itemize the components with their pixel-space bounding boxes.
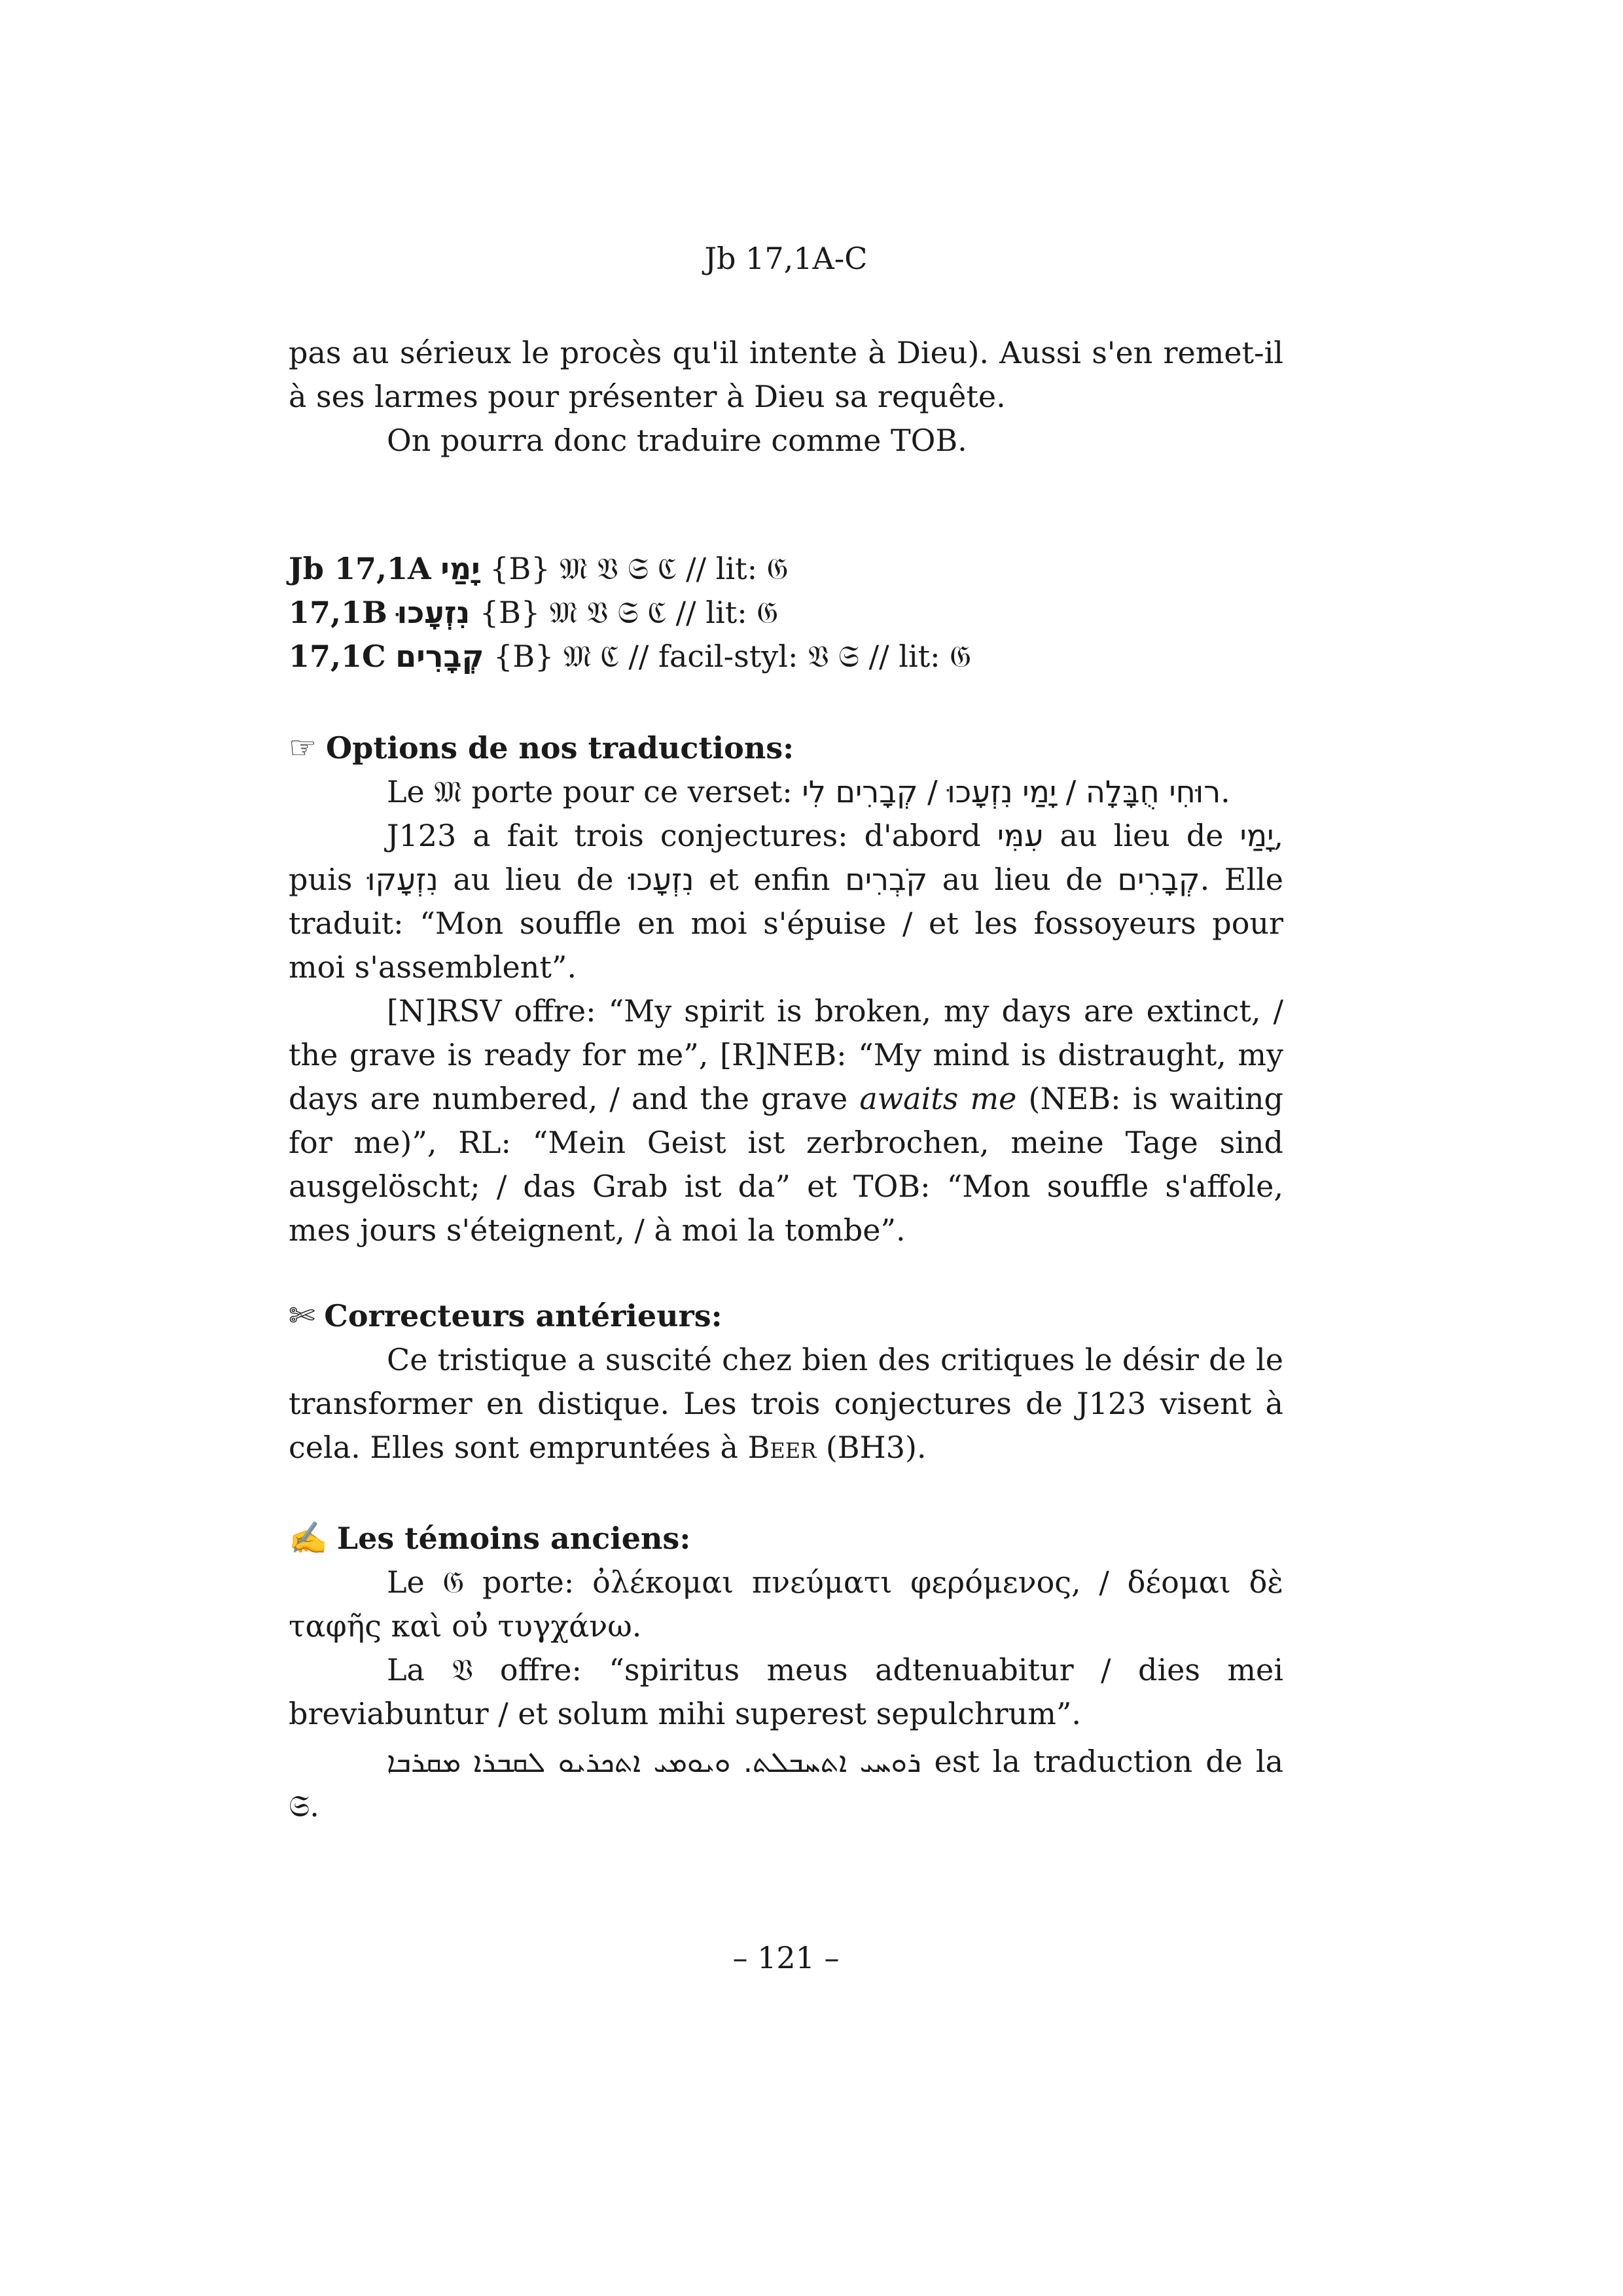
- sigla-section: [289, 547, 1283, 679]
- siglum-line-1c: [289, 635, 1283, 679]
- verse-ref: Jb 17,1A: [289, 551, 431, 586]
- intro-paragraph: pas au sérieux le procès qu'il intente à Dieu). Aussi s'en remet-il à ses larmes pour présenter à Dieu sa requête.: [289, 335, 1283, 414]
- section-title: Options de nos traductions:: [326, 730, 794, 766]
- siglum-witnesses: {B} 𝔐 𝔙 𝔖 ℭ // lit: 𝔊: [470, 595, 779, 630]
- options-paragraph-j123: J123 a fait trois conjectures: d'abord עִמִּי au lieu de יָמַי, puis נִזְעָקוּ au lieu de נִזְעָכוּ et enfin קֹבְרִים au lieu de קְבָרִים. Elle traduit: “Mon souffle en moi s'épuise / et les fossoyeurs pour moi s'assemblent”.: [289, 818, 1283, 985]
- siglum-witnesses: {B} 𝔐 ℭ // facil-styl: 𝔙 𝔖 // lit: 𝔊: [484, 639, 971, 674]
- intro-section: [289, 331, 1283, 463]
- temoins-section: [289, 1517, 1283, 1828]
- correcteurs-paragraph: Ce tristique a suscité chez bien des critiques le désir de le transformer en distique. Les trois conjectures de J123 visent à cela. Elles sont empruntées à Beer (BH3).: [289, 1342, 1283, 1465]
- section-title: Les témoins anciens:: [336, 1521, 691, 1556]
- pointing-hand-icon: ☞: [289, 730, 317, 766]
- temoins-heading: [289, 1517, 1283, 1561]
- verse-ref: 17,1B: [289, 595, 387, 630]
- siglum-line-1b: [289, 591, 1283, 635]
- section-title: Correcteurs antérieurs:: [324, 1298, 722, 1333]
- correcteurs-section: [289, 1294, 1283, 1470]
- options-paragraph-translations: [N]RSV offre: “My spirit is broken, my days are extinct, / the grave is ready for me”, [R]NEB: “My mind is distraught, my days are numbered, / and the grave awaits me (NEB: is waiting for me)”, RL: “Mein Geist ist zerbrochen, meine Tage sind ausgelöscht; / das Grab ist da” et TOB: “Mon souffle s'affole, mes jours s'éteignent, / à moi la tombe”.: [289, 993, 1283, 1248]
- options-paragraph-mt: Le 𝔐 porte pour ce verset: רוּחִי חֻבָּלָה / יָמַי נִזְעָכוּ / קְבָרִים לִי.: [387, 774, 1230, 809]
- greek-text: ὀλέκομαι πνεύματι φερόμενος, / δέομαι δὲ ταφῆς καὶ οὐ τυγχάνω.: [289, 1564, 1283, 1644]
- syriac-text: ܪܘܚܝ ܐܬܚܒܠܬ. ܘܝܘܡܝ ܐܬܟܪܝܘ ܠܩܒܪܐ ܡܩܪܒܐ: [387, 1746, 921, 1779]
- siglum-line-1a: [289, 547, 1283, 591]
- intro-conclusion: On pourra donc traduire comme TOB.: [387, 423, 967, 458]
- temoins-paragraph-greek: Le 𝔊 porte: ὀλέκομαι πνεύματι φερόμενος, / δέομαι δὲ ταφῆς καὶ οὐ τυγχάνω.: [289, 1564, 1283, 1644]
- temoins-paragraph-vulgate: La 𝔙 offre: “spiritus meus adtenuabitur / dies mei breviabuntur / et solum mihi superest sepulchrum”.: [289, 1652, 1283, 1731]
- siglum-witnesses: {B} 𝔐 𝔙 𝔖 ℭ // lit: 𝔊: [480, 551, 789, 586]
- options-section: [289, 726, 1283, 1252]
- verse-ref: 17,1C: [289, 639, 386, 674]
- options-heading: [289, 726, 1283, 770]
- temoins-paragraph-syriac: ܪܘܚܝ ܐܬܚܒܠܬ. ܘܝܘܡܝ ܐܬܟܪܝܘ ܠܩܒܪܐ ܡܩܪܒܐ est la traduction de la 𝔖.: [289, 1744, 1283, 1824]
- hebrew-lemma: יָמַי: [440, 551, 480, 586]
- writing-hand-icon: ✍: [289, 1520, 328, 1557]
- scissors-icon: ✄: [289, 1298, 315, 1334]
- running-header: Jb 17,1A-C: [704, 241, 868, 276]
- hebrew-verse: רוּחִי חֻבָּלָה / יָמַי נִזְעָכוּ / קְבָרִים לִי: [802, 774, 1221, 809]
- page-number: – 121 –: [732, 1940, 840, 1975]
- hebrew-lemma: קְבָרִים: [395, 639, 484, 674]
- hebrew-lemma: נִזְעָכוּ: [397, 595, 471, 630]
- correcteurs-heading: [289, 1294, 1283, 1338]
